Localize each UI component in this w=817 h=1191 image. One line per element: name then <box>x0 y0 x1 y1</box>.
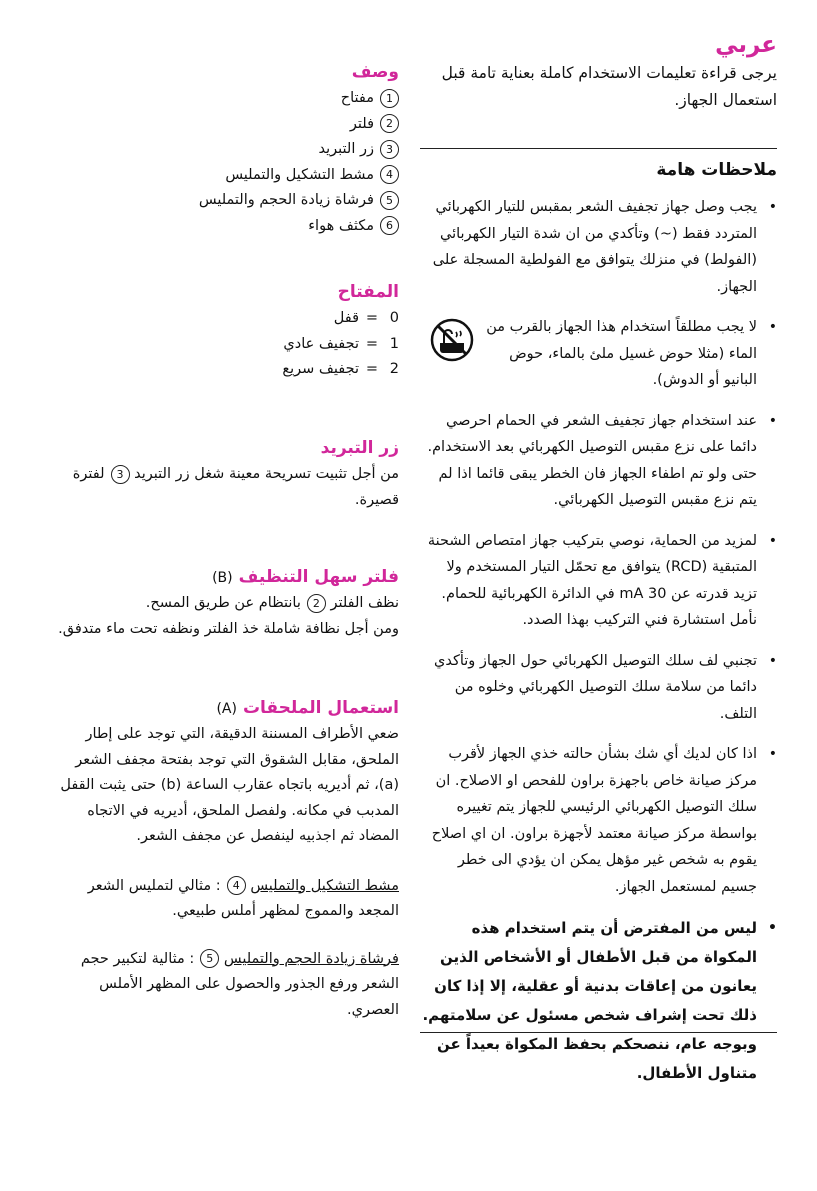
bullet: • <box>768 746 777 762</box>
number-badge: 5 <box>200 949 219 968</box>
note-item: • يجب وصل جهاز تجفيف الشعر بمقبس للتيار الكهربائي المتردد فقط (~) وتأكدي من ان شدة التيار الكهربائي (الفولط) في منزلك يتوافق مع الفولطية المسجلة على الجهاز. <box>420 194 777 300</box>
note-item: • عند استخدام جهاز تجفيف الشعر في الحمام احرصي دائما على نزع مقبس التوصيل الكهربائي بعد الاستخدام. حتى ولو تم اطفاء الجهاز فان الخطر يبقى قائما اذا لم يتم نزع مقبس التوصيل الكهربائي. <box>420 408 777 514</box>
note-item: • ليس من المفترض أن يتم استخدام هذه المكواة من قبل الأطفال أو الأشخاص الذين يعانون من إعاقات بدنية أو عقلية، إلا إذا كان ذلك تحت إشراف شخص مسئول عن سلامتهم. وبوجه عام، ننصحكم بحفظ المكواة بعيداً عن متناول الأطفال. <box>420 914 777 1088</box>
part-item: 2فلتر <box>48 112 399 138</box>
filter-section <box>48 567 399 642</box>
number-badge: 2 <box>380 114 399 133</box>
number-badge: 4 <box>380 165 399 184</box>
attachments-title: استعمال الملحقات(A) <box>216 698 399 718</box>
note-item: • اذا كان لديك أي شك بشأن حالته خذي الجهاز لأقرب مركز صيانة خاص باجهزة براون للفحص او الاصلاح. ان سلك التوصيل الكهربائي الرئيسي للجهاز يتم تغييره بواسطة مركز صيانة معتمد لأجهزة براون. ان اي اصلاح يقوم به شخص غير مؤهل يمكن ان يؤدي الى خطر جسيم لمستعمل الجهاز. <box>420 741 777 900</box>
bullet: • <box>768 199 777 215</box>
switch-item: 2=تجفيف سريع <box>282 361 399 377</box>
number-badge: 3 <box>111 465 130 484</box>
switch-list <box>48 306 399 383</box>
bullet: • <box>768 920 777 936</box>
filter-text-2: ومن أجل نظافة شاملة خذ الفلتر ونظفه تحت ماء متدفق. <box>58 620 399 637</box>
number-badge: 6 <box>380 216 399 235</box>
brush-text: فرشاة زيادة الحجم والتمليس 5: مثالية لتكبير حجم الشعر ورفع الجذور والحصول على المظهر الأملس العصري. <box>80 950 399 1018</box>
description-title: وصف <box>351 62 399 82</box>
bullet: • <box>768 652 777 669</box>
bullet: • <box>768 412 777 429</box>
number-badge: 3 <box>380 140 399 159</box>
bullet: • <box>768 532 777 549</box>
switch-item: 0=قفل <box>333 310 399 326</box>
note-item: • لمزيد من الحماية، نوصي بتركيب جهاز امتصاص الشحنة المتبقية (RCD) يتوافق مع تحمّل التيار المستخدم ولا تزيد قدرته عن 30 mA في الدائرة الكهربائية للحمام. نأمل استشارة فني التركيب بهذا الصدد. <box>420 528 777 634</box>
cool-shot-title: زر التبريد <box>320 438 399 458</box>
important-notes-list <box>420 194 777 1102</box>
switch-title: المفتاح <box>337 282 399 302</box>
part-item: 4مشط التشكيل والتمليس <box>48 163 399 189</box>
part-item: 1مفتاح <box>48 86 399 112</box>
language-title: عربي <box>715 32 777 58</box>
divider-bottom <box>420 1032 777 1033</box>
divider-top <box>420 148 777 149</box>
intro-text: يرجى قراءة تعليمات الاستخدام كاملة بعناية تامة قبل استعمال الجهاز. <box>441 64 777 109</box>
switch-section <box>48 282 399 383</box>
right-column <box>420 0 777 1191</box>
important-notes-title: ملاحظات هامة <box>656 160 777 180</box>
parts-list <box>48 86 399 239</box>
number-badge: 4 <box>227 876 246 895</box>
note-item: • لا يجب مطلقاً استخدام هذا الجهاز بالقرب من الماء (مثلا حوض غسيل ملئ بالماء، حوض البانيو أو الدوش). <box>420 314 777 394</box>
attachments-section <box>48 698 399 1023</box>
filter-title: فلتر سهل التنظيف(B) <box>212 567 399 587</box>
part-item: 5فرشاة زيادة الحجم والتمليس <box>48 188 399 214</box>
note-item: • تجنبي لف سلك التوصيل الكهربائي حول الجهاز وتأكدي دائما من سلامة سلك التوصيل الكهربائي وخلوه من التلف. <box>420 648 777 728</box>
attachments-text: ضعي الأطراف المسننة الدقيقة، التي توجد على إطار الملحق، مقابل الشقوق التي توجد بفتحة مجفف الشعر (a)، ثم أديريه باتجاه عقارب الساعة (b) حتى يثبت القفل المدبب في مكانه. ولفصل الملحق، أديريه في الاتجاه المضاد ثم اجذبيه لينفصل عن مجفف الشعر. <box>60 726 399 844</box>
switch-item: 1=تجفيف عادي <box>283 335 399 352</box>
cool-shot-text: من أجل تثبيت تسريحة معينة شغل زر التبريد 3لفترة قصيرة. <box>72 466 399 508</box>
number-badge: 1 <box>380 89 399 108</box>
part-item: 6مكثف هواء <box>48 214 399 240</box>
comb-text: مشط التشكيل والتمليس 4: مثالي لتمليس الشعر المجعد والمموج لمظهر أملس طبيعي. <box>87 877 399 919</box>
filter-text-1: نظف الفلتر 2بانتظام عن طريق المسح. <box>145 595 399 611</box>
no-water-icon <box>430 318 474 362</box>
number-badge: 5 <box>380 191 399 210</box>
left-column <box>48 0 399 1191</box>
number-badge: 2 <box>307 594 326 613</box>
cool-shot-section <box>48 438 399 513</box>
description-section <box>48 62 399 239</box>
bullet: • <box>768 319 777 335</box>
part-item: 3زر التبريد <box>48 137 399 163</box>
